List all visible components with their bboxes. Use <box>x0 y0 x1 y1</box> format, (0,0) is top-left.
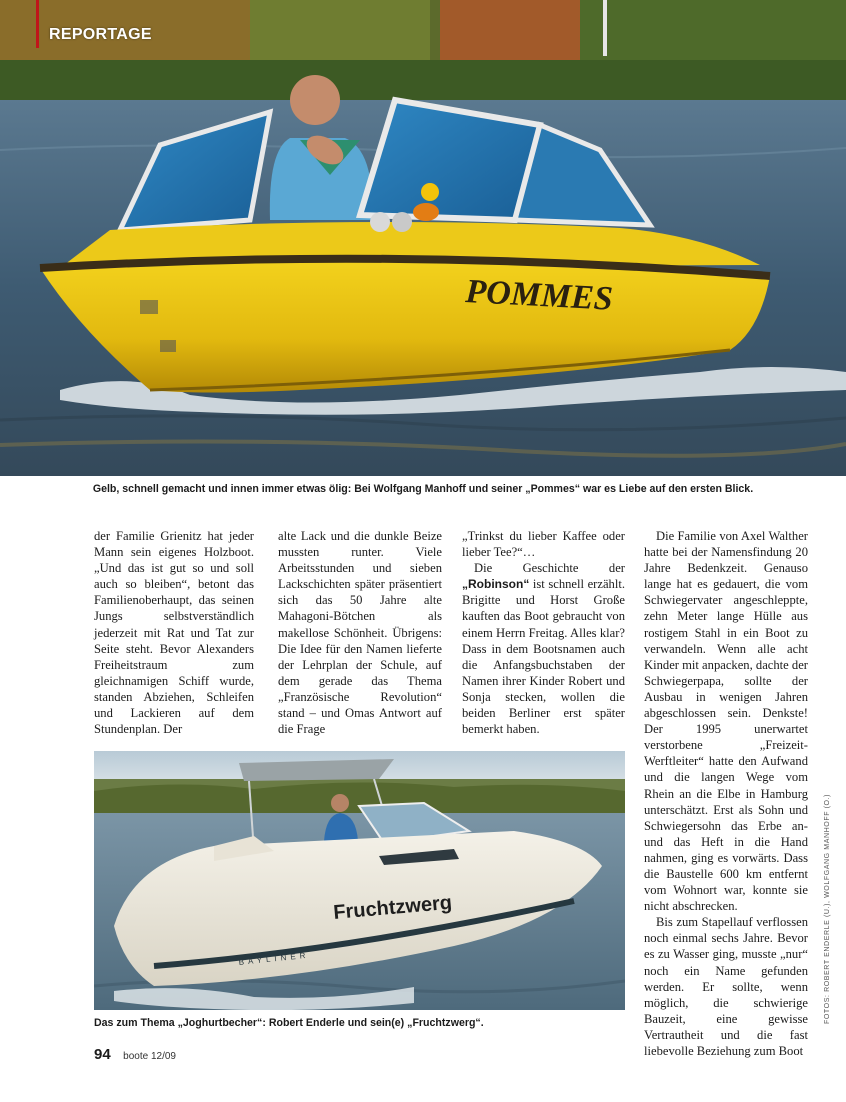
text-column-1 <box>94 528 254 737</box>
text-run: ist schnell erzählt. Brigitte und Horst Große kauften das Boot gebraucht von einem Herrn Freitag. Alles klar? Dass in dem Bootsnamen auch die Anfangsbuchstaben der Namen ihrer Kinder Robert und Sonja stecken, wollen die beiden Berliner erst später bemerkt haben. <box>462 577 625 737</box>
bottom-photo-caption: Das zum Thema „Joghurtbecher“: Robert Enderle und sein(e) „Fruchtzwerg“. <box>94 1017 484 1029</box>
column-3-paragraph-1: „Trinkst du lieber Kaffee oder lieber Tee?“… <box>462 529 625 560</box>
top-photo-caption: Gelb, schnell gemacht und innen immer etwas ölig: Bei Wolfgang Manhoff und seiner „Pommes“ war es Liebe auf den ersten Blick. <box>92 483 754 495</box>
text-run: Die Geschichte der <box>474 561 625 576</box>
text-column-4 <box>644 528 808 1059</box>
white-boat-photo <box>94 751 625 1010</box>
yellow-boat-photo <box>0 0 846 476</box>
column-2-paragraph: alte Lack und die dunkle Beize mussten runter. Viele Arbeitsstunden und sieben Lackschichten später präsentiert sich das 50 Jahre alte Mahagoni-Bötchen als makellose Schönheit. Übrigens: Die Idee für den Namen lieferte der Lehrplan der Schule, auf dem gerade das Thema „Französische Revolution“ stand – und Omas Antwort auf die Frage <box>278 529 442 737</box>
hull-brand-text: BAYLINER <box>238 950 310 967</box>
column-4-paragraph-2: Bis zum Stapellauf verflossen noch einmal sechs Jahre. Bevor es zu Wasser ging, musste „nur“ noch ein Name gefunden werden. Er sollte, wenn möglich, die schwierige Bauzeit, eine gewisse Vertrautheit und die fast liebevolle Beziehung zum Boot <box>644 915 808 1058</box>
boat-name-fruchtzwerg: Fruchtzwerg <box>332 891 453 924</box>
text-column-3 <box>462 528 625 737</box>
bottom-photo <box>94 751 625 1010</box>
boat-name-robinson: „Robinson“ <box>462 577 530 592</box>
top-photo <box>0 0 846 476</box>
issue-label: boote 12/09 <box>123 1051 176 1062</box>
photo-credit: FOTOS: ROBERT ENDERLE (U.), WOLFGANG MANHOFF (O.) <box>824 793 831 1024</box>
column-4-paragraph-1: Die Familie von Axel Walther hatte bei der Namensfindung 20 Jahre Bedenkzeit. Genauso lange hat es gedauert, die vom Schwiegervater angeschleppte, zehn Meter lange Hülle aus rostigem Stahl in ein Boot zu verwandeln. Wenn alle acht Kinder mit anpacken, dachte der Schwiegerpapa, sollte der Ausbau in wenigen Jahren abgeschlossen sein. Denkste! Der 1995 unerwartet verstorbene „Freizeit-Werftleiter“ hatte den Aufwand und die langen Wege vom Rhein an die Elbe in Hamburg unterschätzt. Erst als Sohn und Schwiegersohn das Erbe an- und das Heft in die Hand nahmen, ging es vorwärts. Dass die Baustelle 600 km entfernt vom Wohnort war, konnte sie nicht abschrecken. <box>644 529 808 914</box>
column-1-paragraph: der Familie Grienitz hat jeder Mann sein eigenes Holzboot. „Und das ist gut so und soll auch so bleiben“, betont das Familienoberhaupt, das seinen Jungs selbstverständlich jederzeit mit Rat und Tat zur Seite steht. Bevor Alexanders Freiheitstraum zum gleichnamigen Schiff wurde, standen Abziehen, Schleifen und Lackieren auf dem Stundenplan. Der <box>94 529 254 737</box>
text-column-2 <box>278 528 442 737</box>
section-label: REPORTAGE <box>36 0 152 48</box>
column-3-paragraph-2 <box>462 560 625 737</box>
page-footer <box>94 1046 176 1064</box>
boat-name-pommes: POMMES <box>464 273 614 318</box>
page-number: 94 <box>94 1046 111 1063</box>
